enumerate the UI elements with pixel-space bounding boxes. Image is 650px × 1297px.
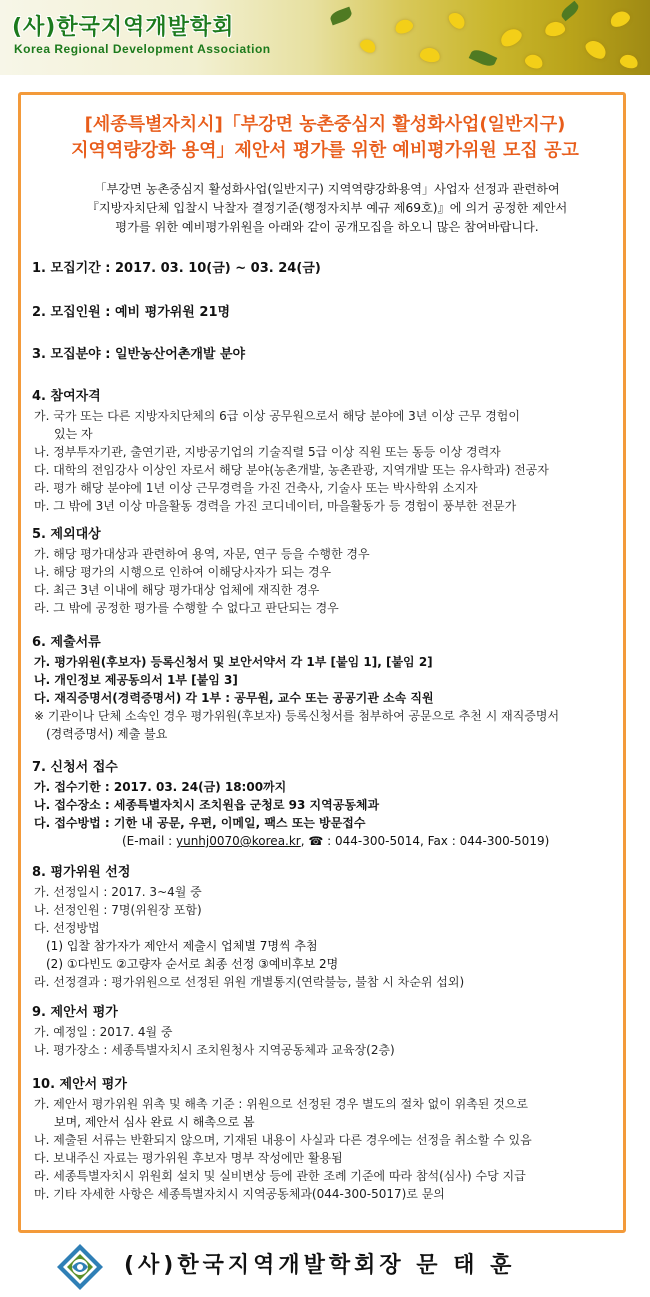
leaf-decoration <box>559 1 581 22</box>
contact-separator: , <box>300 834 309 848</box>
forsythia-flower <box>393 17 414 35</box>
leaf-decoration <box>329 7 354 26</box>
list-item-continued: 보며, 제안서 심사 완료 시 해촉으로 봄 <box>54 1115 255 1129</box>
list-item: 가. 예정일 : 2017. 4월 중 <box>34 1025 173 1039</box>
list-item: 나. 접수장소 : 세종특별자치시 조치원읍 군청로 93 지역공동체과 <box>34 798 380 812</box>
list-item: 마. 그 밖에 3년 이상 마을활동 경력을 가진 코디네이터, 마을활동가 등 경험이 풍부한 전문가 <box>34 499 517 513</box>
forsythia-flower <box>358 37 378 55</box>
leaf-decoration <box>469 47 498 69</box>
list-item: 라. 선정결과 : 평가위원으로 선정된 위원 개별통지(연락불능, 불참 시 차순위 섭외) <box>34 975 465 989</box>
list-item: 다. 선정방법 <box>34 921 100 935</box>
intro-line: 평가를 위한 예비평가위원을 아래와 같이 공개모집을 하오니 많은 참여바랍니다. <box>115 220 539 234</box>
forsythia-flower <box>608 8 632 29</box>
list-item: 나. 정부투자기관, 출연기관, 지방공기업의 기술직렬 5급 이상 직원 또는 동등 이상 경력자 <box>34 445 501 459</box>
association-emblem-icon <box>55 1242 105 1292</box>
list-item: 가. 평가위원(후보자) 등록신청서 및 보안서약서 각 1부 [붙임 1], [붙임 2] <box>34 655 433 669</box>
list-item: 가. 해당 평가대상과 관련하여 용역, 자문, 연구 등을 수행한 경우 <box>34 547 370 561</box>
list-item: 가. 국가 또는 다른 지방자치단체의 6급 이상 공무원으로서 해당 분야에 3년 이상 근무 경험이 <box>34 409 520 423</box>
list-item: 다. 보내주신 자료는 평가위원 후보자 명부 작성에만 활용됨 <box>34 1151 343 1165</box>
section-application <box>32 758 622 850</box>
contact-prefix: (E-mail : <box>122 834 176 848</box>
list-item: 다. 접수방법 : 기한 내 공문, 우편, 이메일, 팩스 또는 방문접수 <box>34 816 366 830</box>
forsythia-flower <box>523 52 544 70</box>
list-item: 라. 그 밖에 공정한 평가를 수행할 수 없다고 판단되는 경우 <box>34 601 339 615</box>
section-heading: 3. 모집분야 : 일반농산어촌개발 분야 <box>32 347 246 362</box>
contact-numbers: : 044-300-5014, Fax : 044-300-5019) <box>323 834 550 848</box>
list-item-continued: 있는 자 <box>54 427 93 441</box>
list-item: 가. 선정일시 : 2017. 3~4월 중 <box>34 885 202 899</box>
list-item: 라. 평가 해당 분야에 1년 이상 근무경력을 가진 건축사, 기술사 또는 박사학위 소지자 <box>34 481 478 495</box>
section-recruit-period <box>32 259 622 279</box>
forsythia-flower <box>619 53 640 70</box>
section-eligibility <box>32 387 622 515</box>
list-item: 나. 평가장소 : 세종특별자치시 조치원청사 지역공동체과 교육장(2층) <box>34 1043 395 1057</box>
section-heading: 4. 참여자격 <box>32 389 101 404</box>
intro-line: 『지방자치단체 입찰시 낙찰자 결정기준(행정자치부 예규 제69호)』에 의거 공정한 제안서 <box>86 201 568 215</box>
section-proposal-evaluation-notes <box>32 1075 622 1203</box>
signature: (사)한국지역개발학회장 문 태 훈 <box>124 1253 516 1278</box>
org-name-korean: (사)한국지역개발학회 <box>12 15 235 40</box>
section-documents <box>32 633 622 743</box>
section-recruit-count <box>32 303 622 323</box>
forsythia-flower <box>498 26 525 50</box>
section-heading: 1. 모집기간 : 2017. 03. 10(금) ~ 03. 24(금) <box>32 261 321 276</box>
section-selection <box>32 863 622 991</box>
list-item: 나. 선정인원 : 7명(위원장 포함) <box>34 903 202 917</box>
forsythia-flower <box>419 46 441 63</box>
list-item: 라. 세종특별자치시 위원회 설치 및 실비변상 등에 관한 조례 기준에 따라 참석(심사) 수당 지급 <box>34 1169 526 1183</box>
footer <box>0 1236 650 1297</box>
header-banner <box>0 0 650 75</box>
list-item: 마. 기타 자세한 사항은 세종특별자치시 지역공동체과(044-300-5017)로 문의 <box>34 1187 445 1201</box>
list-item: 가. 접수기한 : 2017. 03. 24(금) 18:00까지 <box>34 780 287 794</box>
section-recruit-field <box>32 345 622 365</box>
contact-line <box>32 832 622 850</box>
note-item-continued: (경력증명서) 제출 불요 <box>46 727 168 741</box>
section-heading: 2. 모집인원 : 예비 평가위원 21명 <box>32 305 231 320</box>
forsythia-flower <box>583 37 610 62</box>
section-proposal-evaluation <box>32 1003 622 1059</box>
org-name-english: Korea Regional Development Association <box>14 42 271 56</box>
phone-icon: ☎ <box>308 834 324 848</box>
section-heading: 5. 제외대상 <box>32 527 101 542</box>
list-item: 다. 최근 3년 이내에 해당 평가대상 업체에 재직한 경우 <box>34 583 320 597</box>
section-heading: 8. 평가위원 선정 <box>32 865 131 880</box>
page-title <box>18 112 632 164</box>
list-item: 나. 제출된 서류는 반환되지 않으며, 기재된 내용이 사실과 다른 경우에는 선정을 취소할 수 있음 <box>34 1133 532 1147</box>
intro-line: 「부강면 농촌중심지 활성화사업(일반지구) 지역역량강화용역」사업자 선정과 관련하여 <box>94 182 560 196</box>
section-heading: 7. 신청서 접수 <box>32 760 118 775</box>
list-item: 다. 재직증명서(경력증명서) 각 1부 : 공무원, 교수 또는 공공기관 소속 직원 <box>34 691 434 705</box>
note-item: ※ 기관이나 단체 소속인 경우 평가위원(후보자) 등록신청서를 첨부하여 공문으로 추천 시 재직증명서 <box>34 709 560 723</box>
list-item: 나. 개인정보 제공동의서 1부 [붙임 3] <box>34 673 238 687</box>
email-link[interactable]: yunhj0070@korea.kr <box>175 834 301 848</box>
intro-paragraph <box>40 180 614 237</box>
list-item: 나. 해당 평가의 시행으로 인하여 이해당사자가 되는 경우 <box>34 565 332 579</box>
title-line-1: [세종특별자치시]「부강면 농촌중심지 활성화사업(일반지구) <box>84 114 566 135</box>
forsythia-flower <box>446 10 468 32</box>
section-heading: 9. 제안서 평가 <box>32 1005 118 1020</box>
title-line-2: 지역역량강화 용역」제안서 평가를 위한 예비평가위원 모집 공고 <box>71 140 579 161</box>
list-item: 가. 제안서 평가위원 위촉 및 해촉 기준 : 위원으로 선정된 경우 별도의 절차 없이 위촉된 것으로 <box>34 1097 528 1111</box>
section-exclusions <box>32 525 622 617</box>
sub-list-item: (2) ①다빈도 ②고량자 순서로 최종 선정 ③예비후보 2명 <box>46 957 339 971</box>
sub-list-item: (1) 입찰 참가자가 제안서 제출시 업체별 7명씩 추첨 <box>46 939 318 953</box>
section-heading: 6. 제출서류 <box>32 635 101 650</box>
section-heading: 10. 제안서 평가 <box>32 1077 127 1092</box>
list-item: 다. 대학의 전임강사 이상인 자로서 해당 분야(농촌개발, 농촌관광, 지역개발 또는 유사학과) 전공자 <box>34 463 549 477</box>
forsythia-flower <box>544 20 566 37</box>
